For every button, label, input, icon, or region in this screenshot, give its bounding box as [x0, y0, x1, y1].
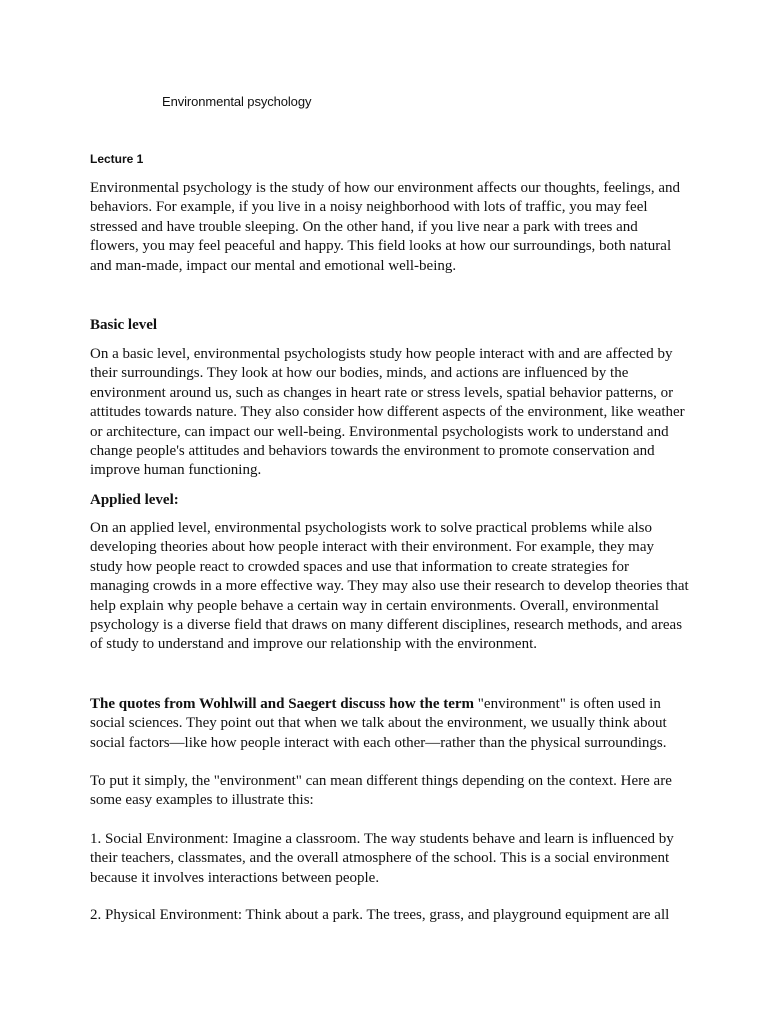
lecture-label: Lecture 1: [90, 152, 144, 166]
document-title: Environmental psychology: [162, 94, 312, 109]
simply-paragraph: To put it simply, the "environment" can mean different things depending on the context. Here are some easy examples to illustrate this:: [90, 773, 672, 809]
intro-paragraph: Environmental psychology is the study of how our environment affects our thoughts, feelings, and behaviors. For example, if you live in a noisy neighborhood with lots of traffic, you may feel stressed and have trouble sleeping. On the other hand, if you live near a park with trees and flowers, you may feel peaceful and happy. This field looks at how our surroundings, both natural and man-made, impact our mental and emotional well-being.: [90, 180, 681, 274]
basic-level-heading: Basic level: [90, 317, 158, 333]
quotes-rest: "environment" is often used in social sciences. They point out that when we talk about the environment, we usually think about social factors—like how people interact with each other—rather than the physical surroundings.: [90, 696, 667, 751]
basic-level-paragraph: On a basic level, environmental psychologists study how people interact with and are affected by their surroundings. They look at how our bodies, minds, and actions are influenced by the environment around us, such as changes in heart rate or stress levels, spatial behavior patterns, or attitudes towards nature. They also consider how different aspects of the environment, like weather or architecture, can impact our well-being. Environmental psychologists work to understand and change people's attitudes and behaviors towards the environment to promote conservation and improve human functioning.: [90, 346, 685, 479]
quotes-lead-bold: The quotes from Wohlwill and Saegert discuss how the term: [90, 696, 475, 712]
example-physical-paragraph: 2. Physical Environment: Think about a park. The trees, grass, and playground equipment are all: [90, 907, 670, 923]
quotes-paragraph: [90, 695, 690, 753]
applied-level-paragraph: On an applied level, environmental psychologists work to solve practical problems while also developing theories about how people interact with their environment. For example, they may study how people react to crowded spaces and use that information to create strategies for managing crowds in a more effective way. They may also use their research to develop theories that help explain why people behave a certain way in certain environments. Overall, environmental psychology is a diverse field that draws on many different disciplines, research methods, and areas of study to understand and improve our relationship with the environment.: [90, 520, 689, 653]
applied-level-heading: Applied level:: [90, 492, 179, 508]
example-social-paragraph: 1. Social Environment: Imagine a classroom. The way students behave and learn is influenced by their teachers, classmates, and the overall atmosphere of the school. This is a social environment because it involves interactions between people.: [90, 831, 674, 886]
